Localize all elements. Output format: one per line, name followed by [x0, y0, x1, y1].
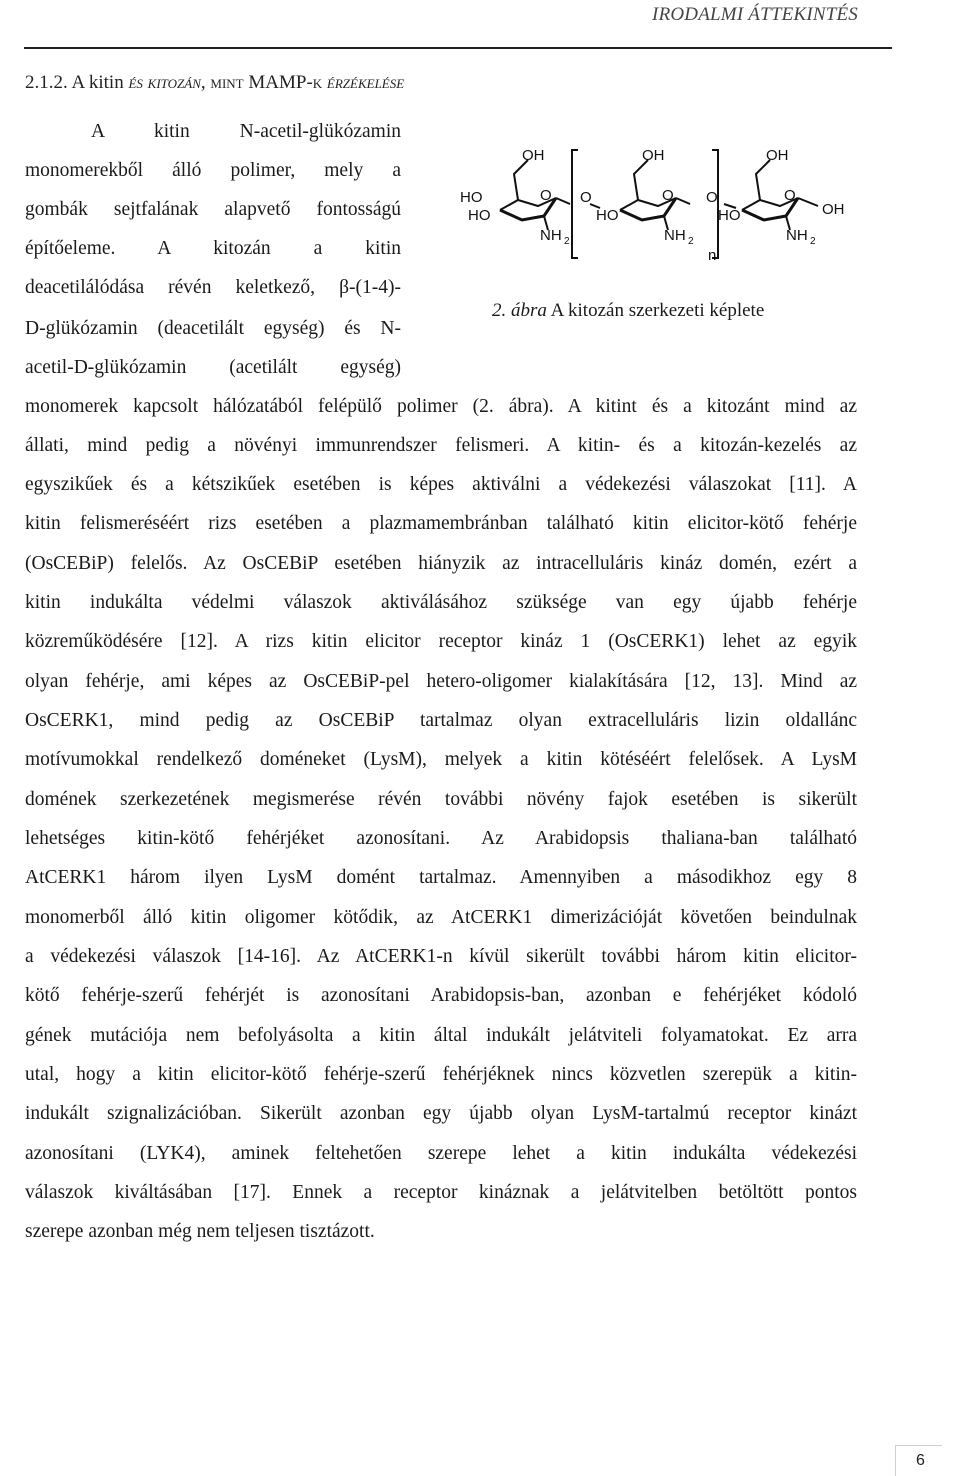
- section-heading-part1: A kitin: [71, 72, 129, 93]
- paragraph-line: gombák sejtfalának alapvető fontosságú: [25, 199, 401, 220]
- paragraph-line: AtCERK1 három ilyen LysM domént tartalmaz. Amennyiben a másodikhoz egy 8: [25, 867, 857, 888]
- label-o: O: [662, 187, 674, 204]
- paragraph-line: monomerből álló kitin oligomer kötődik, az AtCERK1 dimerizációját követően beindulnak: [25, 907, 857, 928]
- paragraph-line: a védekezési válaszok [14-16]. Az AtCERK1-n kívül sikerült további három kitin elicitor-: [25, 946, 857, 967]
- paragraph-line: válaszok kiváltásában [17]. Ennek a receptor kináznak a jelátvitelben betöltött pontos: [25, 1182, 857, 1203]
- label-nh: NH: [540, 227, 562, 244]
- section-heading: [25, 72, 404, 94]
- label-oh: OH: [822, 201, 845, 218]
- section-heading-part6: érzékelése: [326, 72, 405, 93]
- label-ho: HO: [460, 189, 483, 206]
- section-heading-part4: MAMP: [248, 72, 307, 93]
- section-heading-part3: , mint: [200, 72, 249, 93]
- paragraph-line: utal, hogy a kitin elicitor-kötő fehérje-szerű fehérjéknek nincs közvetlen szerepük a kitin-: [25, 1064, 857, 1085]
- section-number: 2.1.2.: [25, 72, 68, 93]
- page-number: 6: [916, 1452, 925, 1469]
- label-nh: NH: [786, 227, 808, 244]
- paragraph-line: kötő fehérje-szerű fehérjét is azonosítani Arabidopsis-ban, azonban e fehérjéket kódoló: [25, 985, 857, 1006]
- figure-caption-text: A kitozán szerkezeti képlete: [546, 300, 765, 321]
- label-oh: OH: [766, 147, 789, 164]
- label-ho: HO: [468, 207, 491, 224]
- paragraph-line: szerepe azonban még nem teljesen tisztázott.: [25, 1221, 375, 1242]
- paragraph-line: indukált szignalizációban. Sikerült azonban egy újabb olyan LysM-tartalmú receptor kinázt: [25, 1103, 857, 1124]
- label-oh: OH: [642, 147, 665, 164]
- label-ho: HO: [596, 207, 619, 224]
- paragraph-line: OsCERK1, mind pedig az OsCEBiP tartalmaz olyan extracelluláris lizin oldallánc: [25, 710, 857, 731]
- label-subscript: 2: [688, 236, 694, 247]
- paragraph-line: kitin felismeréséért rizs esetében a plazmamembránban található kitin elicitor-kötő fehérje: [25, 513, 857, 534]
- paragraph-line: egyszikűek és a kétszikűek esetében is képes aktiválni a védekezési válaszokat [11]. A: [25, 474, 857, 495]
- label-subscript: 2: [564, 236, 570, 247]
- section-heading-part2: és kitozán: [128, 72, 201, 93]
- figure-caption: [492, 300, 764, 322]
- label-o: O: [580, 189, 592, 206]
- paragraph-line: gének mutációja nem befolyásolta a kitin által indukált jelátviteli folyamatokat. Ez arra: [25, 1025, 857, 1046]
- paragraph-line: A kitin N-acetil-glükózamin: [91, 121, 401, 142]
- paragraph-line: építőeleme. A kitozán a kitin: [25, 238, 401, 259]
- paragraph-line: (OsCEBiP) felelős. Az OsCEBiP esetében hiányzik az intracelluláris kináz domén, ezért a: [25, 553, 857, 574]
- paragraph-line: monomerekből álló polimer, mely a: [25, 160, 401, 181]
- header-divider: [24, 47, 892, 49]
- paragraph-line: deacetilálódása révén keletkező, β-(1-4)-: [25, 277, 401, 298]
- chitosan-structure-figure: [450, 140, 870, 270]
- paragraph-line: acetil-D-glükózamin (acetilált egység): [25, 357, 401, 378]
- paragraph-line: monomerek kapcsolt hálózatából felépülő polimer (2. ábra). A kitint és a kitozánt mind az: [25, 396, 857, 417]
- running-header: IRODALMI ÁTTEKINTÉS: [652, 4, 858, 25]
- label-ho: HO: [718, 207, 741, 224]
- paragraph-line: olyan fehérje, ami képes az OsCEBiP-pel hetero-oligomer kialakítására [12, 13]. Mind az: [25, 671, 857, 692]
- paragraph-line: közreműködésére [12]. A rizs kitin elicitor receptor kináz 1 (OsCERK1) lehet az egyik: [25, 631, 857, 652]
- figure-caption-label: 2. ábra: [492, 300, 547, 321]
- label-subscript: 2: [810, 236, 816, 247]
- paragraph-line: domének szerkezetének megismerése révén további növény fajok esetében is sikerült: [25, 789, 857, 810]
- paragraph-line: lehetséges kitin-kötő fehérjéket azonosítani. Az Arabidopsis thaliana-ban található: [25, 828, 857, 849]
- label-o: O: [540, 187, 552, 204]
- label-n: n: [708, 247, 717, 264]
- paragraph-line: motívumokkal rendelkező doméneket (LysM), melyek a kitin kötéséért felelősek. A LysM: [25, 749, 857, 770]
- label-o: O: [784, 187, 796, 204]
- label-o: O: [706, 189, 718, 206]
- label-oh: OH: [522, 147, 545, 164]
- chitosan-structure-drawing: [450, 140, 870, 270]
- paragraph-line: kitin indukálta védelmi válaszok aktiválásához szüksége van egy újabb fehérje: [25, 592, 857, 613]
- label-nh: NH: [664, 227, 686, 244]
- paragraph-line: állati, mind pedig a növényi immunrendszer felismeri. A kitin- és a kitozán-kezelés az: [25, 435, 857, 456]
- paragraph-line: D-glükózamin (deacetilált egység) és N-: [25, 318, 401, 339]
- section-heading-part5: -k: [306, 72, 327, 93]
- paragraph-line: azonosítani (LYK4), aminek feltehetően szerepe lehet a kitin indukálta védekezési: [25, 1143, 857, 1164]
